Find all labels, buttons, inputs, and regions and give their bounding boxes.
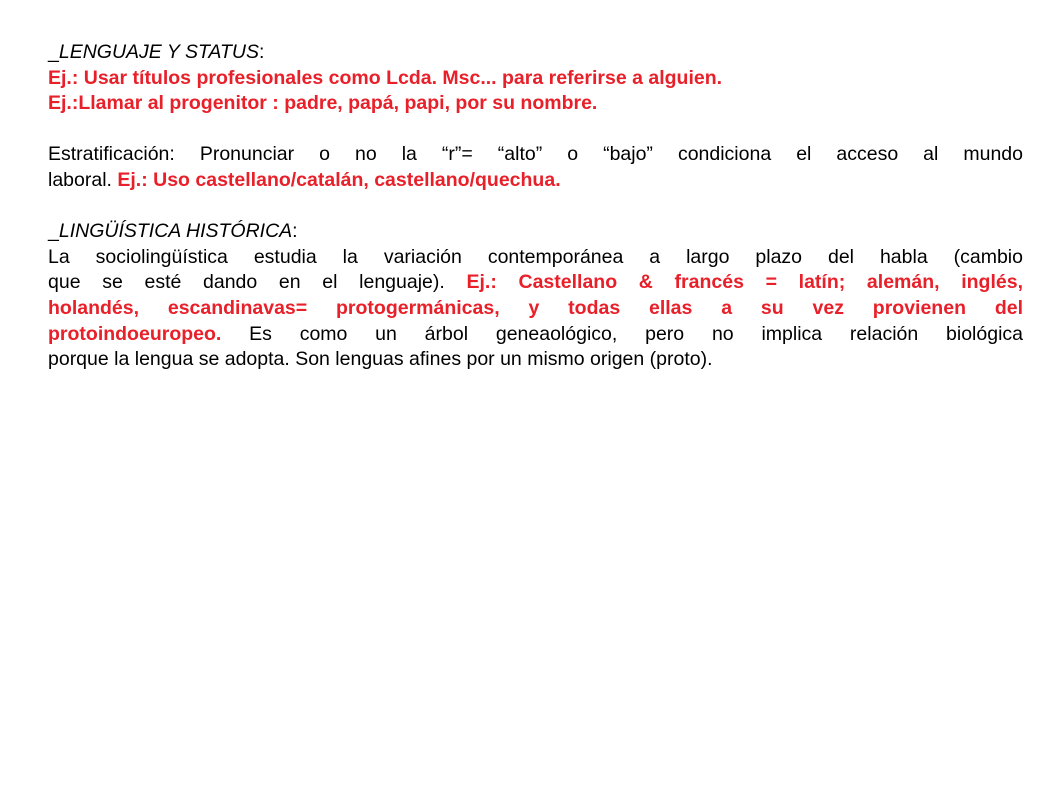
heading-underscore: _ bbox=[48, 220, 59, 243]
heading-colon: : bbox=[292, 220, 298, 243]
estratificacion-line-2 bbox=[48, 168, 1023, 194]
example-castellano-catalan: Ej.: Uso castellano/catalán, castellano/quechua. bbox=[117, 168, 561, 191]
historica-text: Es como un árbol geneaológico, pero no implica relación biológica bbox=[221, 322, 1023, 345]
heading-colon: : bbox=[258, 41, 265, 63]
historica-text: que se esté dando en el lenguaje). bbox=[48, 271, 467, 294]
paragraph-gap bbox=[48, 194, 1023, 220]
paragraph-gap bbox=[48, 117, 1023, 143]
historica-line-4 bbox=[48, 322, 1023, 348]
historica-line-2 bbox=[48, 270, 1023, 296]
section-heading-lenguaje-status bbox=[48, 40, 1023, 66]
document-body bbox=[48, 40, 1023, 373]
example-protoindoeuropeo: protoindoeuropeo. bbox=[48, 322, 222, 345]
example-progenitor: Ej.:Llamar al progenitor : padre, papá, papi, por su nombre. bbox=[48, 92, 598, 115]
historica-line-5: porque la lengua se adopta. Son lenguas afines por un mismo origen (proto). bbox=[48, 348, 713, 371]
section-heading-linguistica-historica bbox=[48, 219, 1023, 245]
heading-text: LINGÜÍSTICA HISTÓRICA bbox=[58, 220, 293, 243]
example-castellano-frances: Ej.: Castellano & francés = latín; alemán, inglés, bbox=[466, 271, 1023, 294]
heading-text: LENGUAJE Y STATUS bbox=[58, 41, 259, 63]
example-titulos-profesionales: Ej.: Usar títulos profesionales como Lcda. Msc... para referirse a alguien. bbox=[48, 66, 723, 89]
historica-line-1: La sociolingüística estudia la variación contemporánea a largo plazo del habla (cambio bbox=[48, 245, 1023, 268]
estratificacion-line-1: Estratificación: Pronunciar o no la “r”= “alto” o “bajo” condiciona el acceso al mundo bbox=[48, 143, 1023, 166]
heading-underscore: _ bbox=[48, 41, 59, 63]
historica-line-3: holandés, escandinavas= protogermánicas, y todas ellas a su vez provienen del bbox=[48, 296, 1023, 319]
estratificacion-text: laboral. bbox=[48, 168, 118, 191]
